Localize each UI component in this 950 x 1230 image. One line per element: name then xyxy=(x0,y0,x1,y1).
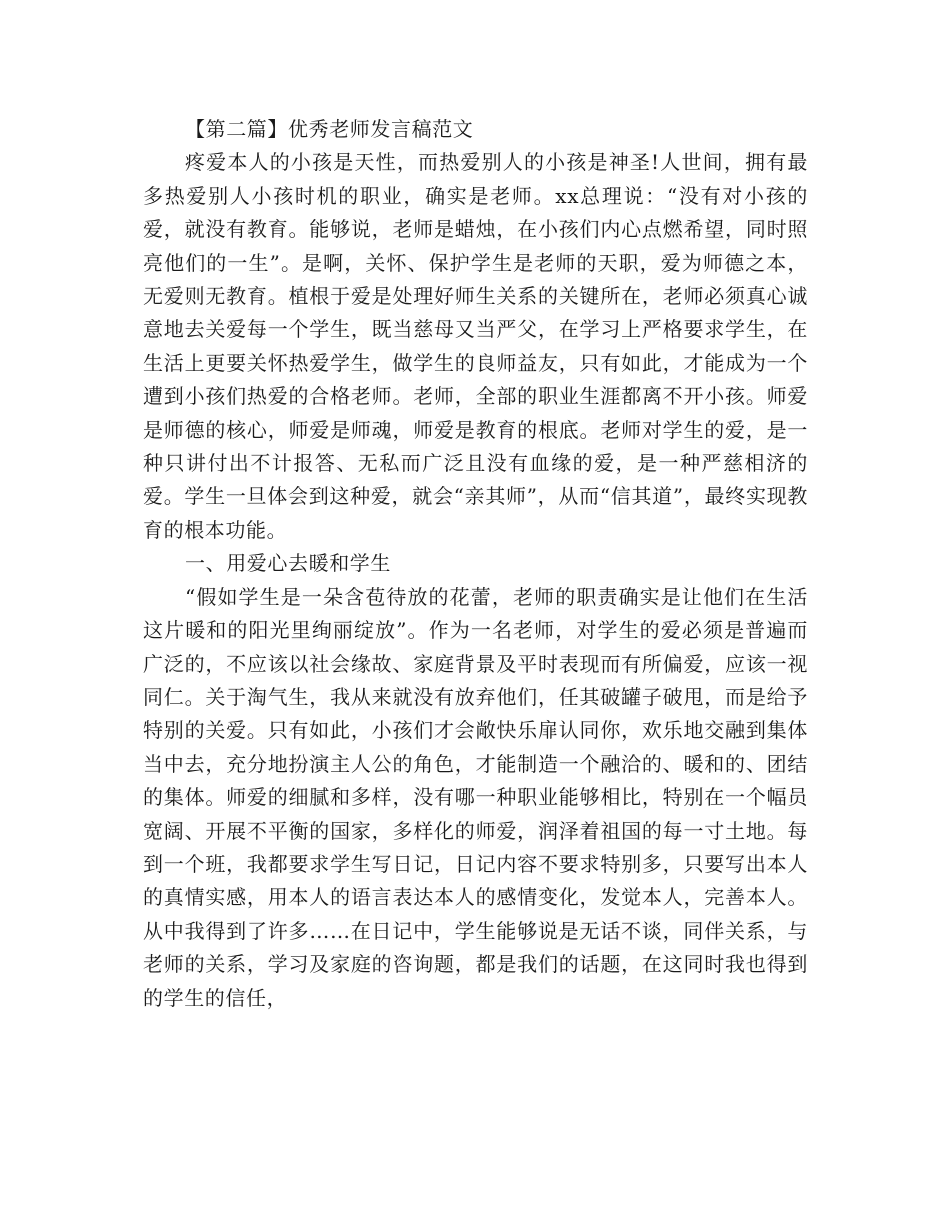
paragraph-intro: 疼爱本人的小孩是天性，而热爱别人的小孩是神圣!人世间，拥有最多热爱别人小孩时机的职业，确实是老师。xx总理说：“没有对小孩的爱，就没有教育。能够说，老师是蜡烛，在小孩们内心点燃希望，同时照亮他们的一生”。是啊，关怀、保护学生是老师的天职，爱为师德之本，无爱则无教育。植根于爱是处理好师生关系的关键所在，老师必须真心诚意地去关爱每一个学生，既当慈母又当严父，在学习上严格要求学生，在生活上更要关怀热爱学生，做学生的良师益友，只有如此，才能成为一个遭到小孩们热爱的合格老师。老师，全部的职业生涯都离不开小孩。师爱是师德的核心，师爱是师魂，师爱是教育的根底。老师对学生的爱，是一种只讲付出不计报答、无私而广泛且没有血缘的爱，是一种严慈相济的爱。学生一旦体会到这种爱，就会“亲其师”，从而“信其道”，最终实现教育的根本功能。 xyxy=(143,150,808,542)
paragraph-section-one: “假如学生是一朵含苞待放的花蕾，老师的职责确实是让他们在生活这片暖和的阳光里绚丽绽放”。作为一名老师，对学生的爱必须是普遍而广泛的，不应该以社会缘故、家庭背景及平时表现而有所偏爱，应该一视同仁。关于淘气生，我从来就没有放弃他们，任其破罐子破甩，而是给予特别的关爱。只有如此，小孩们才会敞快乐扉认同你，欢乐地交融到集体当中去，充分地扮演主人公的角色，才能制造一个融洽的、暖和的、团结的集体。师爱的细腻和多样，没有哪一种职业能够相比，特别在一个幅员宽阔、开展不平衡的国家，多样化的师爱，润泽着祖国的每一寸土地。每到一个班，我都要求学生写日记，日记内容不要求特别多，只要写出本人的真情实感，用本人的语言表达本人的感情变化，发觉本人，完善本人。从中我得到了许多……在日记中，学生能够说是无话不谈，同伴关系，与老师的关系，学习及家庭的咨询题，都是我们的话题，在这同时我也得到的学生的信任， xyxy=(143,584,808,1010)
section-heading: 一、用爱心去暖和学生 xyxy=(185,551,391,576)
document-body xyxy=(143,113,808,1015)
document-title: 【第二篇】优秀老师发言稿范文 xyxy=(185,117,474,141)
